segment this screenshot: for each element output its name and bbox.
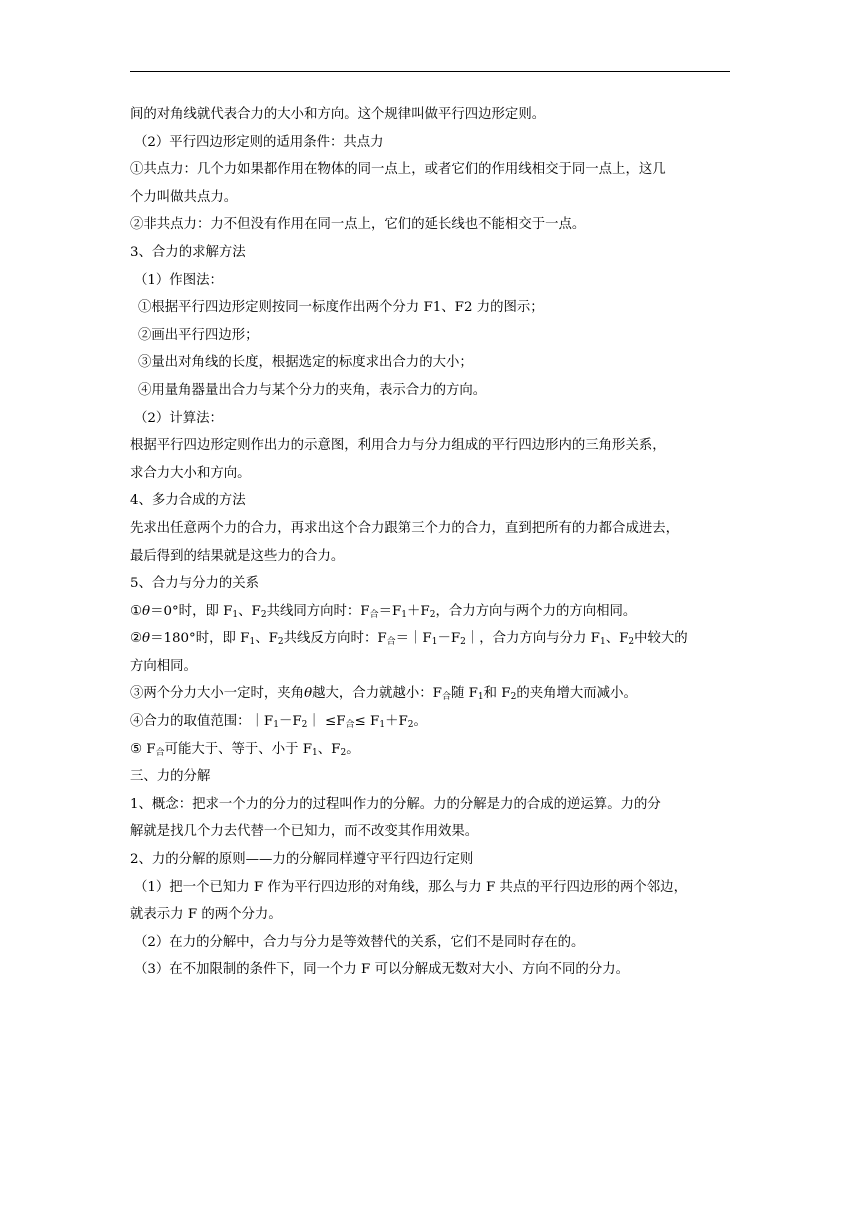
paragraph-line: 就表示力 F 的两个分力。 [130,907,282,923]
formula-line [130,598,730,626]
subscript: 1 [431,637,438,648]
subscript: 合 [345,720,355,731]
subscript: 1 [232,609,239,620]
subscript: 1 [477,692,484,703]
paragraph-line: 个力叫做共点力。 [130,189,238,205]
formula-line [130,708,730,736]
text-run: 。 [346,741,360,757]
paragraph-line: 2、力的分解的原则——力的分解同样遵守平行四边行定则 [130,852,474,868]
paragraph-line: ①根据平行四边形定则按同一标度作出两个分力 F1、F2 力的图示； [138,300,544,316]
paragraph-line: （2）在力的分解中，合力与分力是等效替代的关系，它们不是同时存在的。 [134,934,585,950]
text-run: ＝F [378,603,402,619]
paragraph-line: （2）计算法： [134,410,223,426]
paragraph-line: 方向相同。 [130,658,197,674]
subscript: 2 [340,747,347,758]
text-run: 可能大于、等于、小于 F [164,741,313,757]
theta-symbol: θ [142,603,151,619]
subscript: 1 [273,720,279,731]
theta-symbol: θ [304,686,313,702]
section-heading: 5、合力与分力的关系 [130,576,260,592]
text-run: －F [278,714,302,730]
text-run: 共线同方向时：F [266,603,370,619]
subscript: 2 [429,609,436,620]
text-run: ④合力的取值范围：｜F [130,714,274,730]
formula-line [130,680,730,708]
theta-symbol: θ [142,631,151,647]
subscript: 2 [277,637,284,648]
paragraph-line: ②非共点力：力不但没有作用在同一点上，它们的延长线也不能相交于一点。 [130,217,586,233]
text-run: ＝｜F [395,631,432,647]
subscript: 2 [510,692,517,703]
header-rule [130,71,730,72]
subscript: 2 [460,637,466,648]
paragraph-line: 解就是找几个力去代替一个已知力，而不改变其作用效果。 [130,824,479,840]
paragraph-line: （1）把一个已知力 F 作为平行四边形的对角线，那么与力 F 共点的平行四边形的两个邻边， [134,879,687,895]
subscript: 1 [401,609,408,620]
subscript: 1 [312,747,318,758]
text-run: ⑤ F [130,741,156,757]
section-heading: 3、合力的求解方法 [130,244,246,260]
text-run: ｜，合力方向与分力 F [465,631,600,647]
subscript: 合 [386,637,396,648]
paragraph-line: 先求出任意两个力的合力，再求出这个合力跟第三个力的合力，直到把所有的力都合成进去， [130,520,680,536]
subscript: 2 [260,609,267,620]
text-run: 越大，合力就越小：F [312,686,442,702]
paragraph-line: 1、概念：把求一个力的分力的过程叫作力的分解。力的分解是力的合成的逆运算。力的分 [130,796,661,812]
paragraph-line: ③量出对角线的长度，根据选定的标度求出合力的大小； [138,355,473,371]
section-heading: 三、力的分解 [130,769,211,785]
text-run: ，合力方向与两个力的方向相同。 [435,603,637,619]
text-run: 、F [605,631,629,647]
section-heading: 4、多力合成的方法 [130,493,246,509]
text-run: ≤ F [354,714,380,730]
subscript: 合 [155,747,165,758]
paragraph-line: ④用量角器量出合力与某个分力的夹角，表示合力的方向。 [138,382,487,398]
text-run: －F [437,631,461,647]
paragraph-line: （2）平行四边形定则的适用条件：共点力 [134,134,384,150]
text-run: 随 F [450,686,478,702]
text-run: ＋F [385,714,408,730]
formula-line [130,736,730,764]
subscript: 1 [379,720,386,731]
subscript: 1 [249,637,256,648]
paragraph-line: ①共点力：几个力如果都作用在物体的同一点上，或者它们的作用线相交于同一点上，这几 [130,162,666,178]
paragraph-line: 求合力大小和方向。 [130,465,251,481]
paragraph-line: 间的对角线就代表合力的大小和方向。这个规律叫做平行四边形定则。 [130,107,546,122]
text-run: 、F [255,631,278,647]
subscript: 2 [407,720,414,731]
paragraph-line: （1）作图法： [134,272,223,288]
text-run: 的夹角增大而减小。 [516,686,637,702]
subscript: 1 [599,637,606,648]
text-run: ＝180°时，即 F [150,631,250,647]
text-run: ＋F [407,603,430,619]
document-body [130,101,730,984]
subscript: 合 [441,692,451,703]
text-run: ③两个分力大小一定时，夹角 [130,686,305,702]
text-run: 共线反方向时：F [283,631,387,647]
paragraph-line: 最后得到的结果就是这些力的合力。 [130,548,345,564]
text-run: ② [130,631,143,647]
text-run: 。 [413,714,427,730]
text-run: 和 F [483,686,511,702]
formula-line [130,625,730,653]
text-run: 中较大的 [634,631,688,647]
text-run: 、F [238,603,261,619]
paragraph-line: 根据平行四边形定则作出力的示意图，利用合力与分力组成的平行四边形内的三角形关系， [130,438,666,454]
paragraph-line: （3）在不加限制的条件下，同一个力 F 可以分解成无数对大小、方向不同的分力。 [134,962,629,978]
text-run: ① [130,603,143,619]
text-run: ＝0°时，即 F [150,603,233,619]
subscript: 合 [369,609,379,620]
subscript: 2 [301,720,308,731]
text-run: ｜ ≤F [307,714,346,730]
text-run: 、F [317,741,341,757]
subscript: 2 [628,637,635,648]
paragraph-line: ②画出平行四边形； [138,327,259,343]
